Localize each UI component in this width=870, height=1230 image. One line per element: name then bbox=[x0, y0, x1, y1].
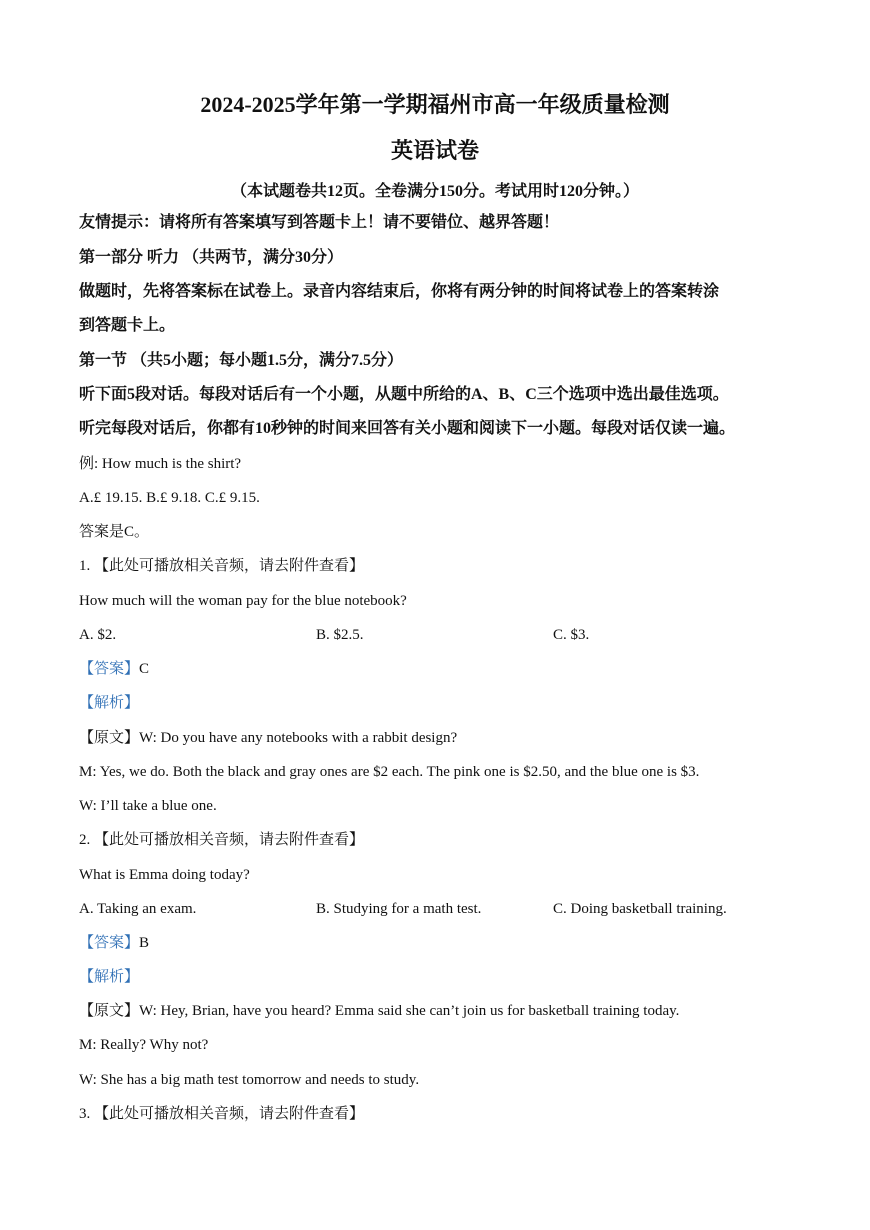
q2-script-text1: W: Hey, Brian, have you heard? Emma said she can’t join us for basketball training today. bbox=[139, 1003, 680, 1019]
q1-script-line1 bbox=[79, 728, 457, 748]
part1-desc-line2: 到答题卡上。 bbox=[79, 317, 176, 334]
q2-answer-tag: 【答案】 bbox=[79, 935, 140, 951]
q1-option-b: B. $2.5. bbox=[316, 627, 364, 643]
q2-answer-row bbox=[79, 933, 149, 953]
part1-heading: 第一部分 听力 （共两节，满分30分） bbox=[79, 249, 344, 266]
q1-answer-tag: 【答案】 bbox=[79, 661, 140, 677]
q1-question: How much will the woman pay for the blue notebook? bbox=[79, 593, 407, 609]
q2-script-tag: 【原文】 bbox=[79, 1003, 140, 1019]
q1-number: 1. bbox=[79, 558, 91, 574]
q3-header bbox=[79, 1104, 364, 1124]
q2-script-line3: W: She has a big math test tomorrow and needs to study. bbox=[79, 1072, 420, 1088]
q2-answer: B bbox=[139, 935, 150, 951]
part1-desc-line1: 做题时，先将答案标在试卷上。录音内容结束后，你将有两分钟的时间将试卷上的答案转涂 bbox=[79, 283, 720, 300]
q2-option-c: C. Doing basketball training. bbox=[553, 901, 727, 917]
q1-answer: C bbox=[139, 661, 150, 677]
q1-analysis-tag: 【解析】 bbox=[79, 695, 140, 711]
q2-option-a: A. Taking an exam. bbox=[79, 901, 197, 917]
q3-audio-note[interactable]: 【此处可播放相关音频，请去附件查看】 bbox=[94, 1106, 365, 1122]
exam-subtitle: 英语试卷 bbox=[390, 138, 479, 163]
q1-option-c: C. $3. bbox=[553, 627, 590, 643]
example-options: A.£ 19.15. B.£ 9.18. C.£ 9.15. bbox=[79, 490, 260, 506]
q1-header bbox=[79, 556, 364, 576]
q1-script-text1: W: Do you have any notebooks with a rabbit design? bbox=[139, 730, 458, 746]
q2-question: What is Emma doing today? bbox=[79, 867, 250, 883]
q1-answer-row bbox=[79, 659, 149, 679]
q2-script-line1 bbox=[79, 1001, 679, 1021]
q1-audio-note[interactable]: 【此处可播放相关音频，请去附件查看】 bbox=[94, 558, 365, 574]
q1-script-tag: 【原文】 bbox=[79, 730, 140, 746]
example-answer: 答案是C。 bbox=[79, 524, 150, 540]
section1-heading: 第一节 （共5小题；每小题1.5分，满分7.5分） bbox=[79, 352, 404, 369]
friendly-tip: 友情提示：请将所有答案填写到答题卡上！请不要错位、越界答题！ bbox=[79, 214, 560, 231]
q2-header bbox=[79, 830, 364, 850]
q2-option-b: B. Studying for a math test. bbox=[316, 901, 482, 917]
q1-option-a: A. $2. bbox=[79, 627, 117, 643]
section1-desc-line2: 听完每段对话后，你都有10秒钟的时间来回答有关小题和阅读下一小题。每段对话仅读一遍。 bbox=[79, 420, 736, 437]
section1-desc-line1: 听下面5段对话。每段对话后有一个小题，从题中所给的A、B、C三个选项中选出最佳选项。 bbox=[79, 386, 729, 403]
q2-audio-note[interactable]: 【此处可播放相关音频，请去附件查看】 bbox=[94, 832, 365, 848]
exam-note: （本试题卷共12页。全卷满分150分。考试用时120分钟。） bbox=[230, 183, 639, 200]
q3-number: 3. bbox=[79, 1106, 91, 1122]
q2-number: 2. bbox=[79, 832, 91, 848]
q1-script-line3: W: I’ll take a blue one. bbox=[79, 798, 217, 814]
q1-script-line2: M: Yes, we do. Both the black and gray ones are $2 each. The pink one is $2.50, and the blue one is $3. bbox=[79, 764, 700, 780]
example-question: 例: How much is the shirt? bbox=[79, 456, 242, 472]
q2-analysis-tag: 【解析】 bbox=[79, 969, 140, 985]
exam-title: 2024-2025学年第一学期福州市高一年级质量检测 bbox=[200, 92, 670, 117]
q2-script-line2: M: Really? Why not? bbox=[79, 1037, 209, 1053]
